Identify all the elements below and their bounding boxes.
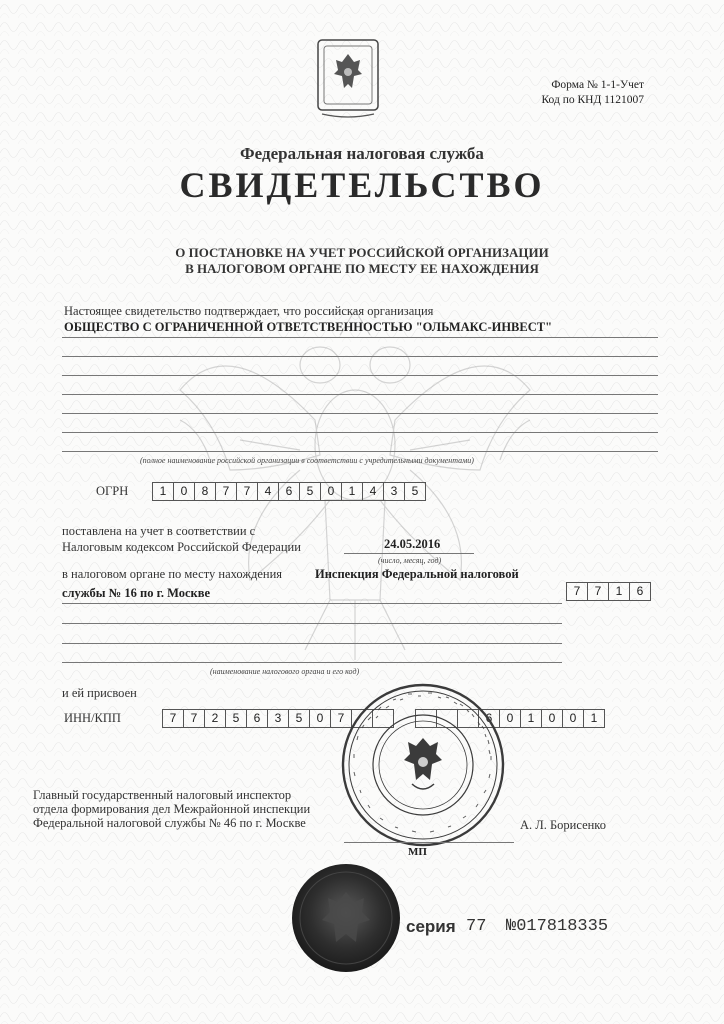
ogrn-digit: 0 (173, 483, 194, 500)
ogrn-digit: 4 (257, 483, 278, 500)
ogrn-label: ОГРН (96, 484, 129, 498)
org-line-2 (62, 356, 658, 357)
kpp-digit: 1 (583, 710, 604, 727)
tax-office-line-3 (62, 643, 562, 644)
ogrn-digit: 6 (278, 483, 299, 500)
subtitle-line-1: О ПОСТАНОВКЕ НА УЧЕТ РОССИЙСКОЙ ОРГАНИЗАЦИИ (175, 245, 549, 260)
tax-office-code-digit: 6 (629, 583, 650, 600)
ogrn-cells (152, 482, 426, 501)
date-line (344, 553, 474, 554)
ogrn-digit: 7 (236, 483, 257, 500)
serial-number: №017818335 (506, 917, 609, 936)
inn-kpp-label: ИНН/КПП (64, 711, 121, 725)
ogrn-digit: 7 (215, 483, 236, 500)
agency-name: Федеральная налоговая служба (240, 144, 484, 163)
official-seal-icon (338, 680, 508, 850)
kpp-digit: 0 (541, 710, 562, 727)
date-hint: (число, месяц, год) (378, 556, 442, 565)
assigned-label: и ей присвоен (62, 686, 137, 700)
form-number: Форма № 1-1-Учет (551, 79, 644, 91)
mp-label: МП (408, 846, 427, 858)
org-line-4 (62, 394, 658, 395)
org-line-3 (62, 375, 658, 376)
hologram-icon (290, 862, 402, 974)
registration-date: 24.05.2016 (384, 537, 441, 551)
tax-office-name-1: Инспекция Федеральной налоговой (315, 567, 519, 581)
tax-office-line-1 (62, 603, 562, 604)
kpp-digit: 0 (499, 710, 520, 727)
kpp-digit: 6 (478, 710, 499, 727)
tax-office-code-digit: 1 (608, 583, 629, 600)
inn-digit: 5 (225, 710, 246, 727)
signatory-line-3: Федеральной налоговой службы № 46 по г. Москве (33, 816, 306, 830)
inn-digit: 0 (309, 710, 330, 727)
subtitle-line-2: В НАЛОГОВОМ ОРГАНЕ ПО МЕСТУ ЕЕ НАХОЖДЕНИЯ (185, 261, 539, 276)
org-line-6 (62, 432, 658, 433)
inn-digit: 7 (169, 711, 177, 725)
intro-text: Настоящее свидетельство подтверждает, что российская организация (64, 304, 434, 318)
registration-line-1: поставлена на учет в соответствии с (62, 524, 256, 538)
ogrn-digit: 1 (341, 483, 362, 500)
inn-digit: 6 (246, 710, 267, 727)
org-line-1 (62, 337, 658, 338)
tax-office-code-digit: 7 (573, 584, 581, 598)
registration-line-2: Налоговым кодексом Российской Федерации (62, 540, 301, 554)
form-info (541, 78, 644, 108)
inn-digit: 2 (204, 710, 225, 727)
signatory-line-1: Главный государственный налоговый инспектор (33, 788, 292, 802)
ogrn-digit: 0 (320, 483, 341, 500)
org-line-5 (62, 413, 658, 414)
inn-digit: 7 (183, 710, 204, 727)
ogrn-digit: 4 (362, 483, 383, 500)
tax-office-name-2: службы № 16 по г. Москве (62, 586, 211, 600)
knd-code: Код по КНД 1121007 (541, 94, 644, 106)
signatory-name: А. Л. Борисенко (520, 818, 606, 832)
signatory-position (33, 788, 310, 830)
tax-office-line-4 (62, 662, 562, 663)
organization-hint: (полное наименование российской организации в соответствии с учредительными документами) (140, 456, 474, 465)
signatory-line-2: отдела формирования дел Межрайонной инспекции (33, 802, 311, 816)
signature-line (344, 842, 514, 843)
inn-digit: 3 (267, 710, 288, 727)
document-title: СВИДЕТЕЛЬСТВО (179, 165, 545, 205)
ogrn-digit: 5 (404, 483, 425, 500)
inn-digit: 5 (288, 710, 309, 727)
serial-series: 77 (466, 917, 487, 936)
tax-office-hint: (наименование налогового органа и его код) (210, 667, 360, 676)
ogrn-digit: 8 (194, 483, 215, 500)
tax-office-code-cells (566, 582, 651, 601)
org-line-7 (62, 451, 658, 452)
inn-digit: 7 (330, 710, 351, 727)
emblem-icon (316, 38, 380, 120)
ogrn-digit: 3 (383, 483, 404, 500)
tax-office-line-2 (62, 623, 562, 624)
kpp-digit: 0 (562, 710, 583, 727)
tax-office-prefix: в налоговом органе по месту нахождения (62, 567, 283, 581)
document-subtitle (0, 245, 724, 277)
serial-label: серия (406, 917, 456, 936)
kpp-digit: 1 (520, 710, 541, 727)
tax-office-code-digit: 7 (587, 583, 608, 600)
ogrn-digit: 1 (159, 484, 167, 498)
organization-name: ОБЩЕСТВО С ОГРАНИЧЕННОЙ ОТВЕТСТВЕННОСТЬЮ "ОЛЬМАКС-ИНВЕСТ" (64, 320, 553, 334)
ogrn-digit: 5 (299, 483, 320, 500)
